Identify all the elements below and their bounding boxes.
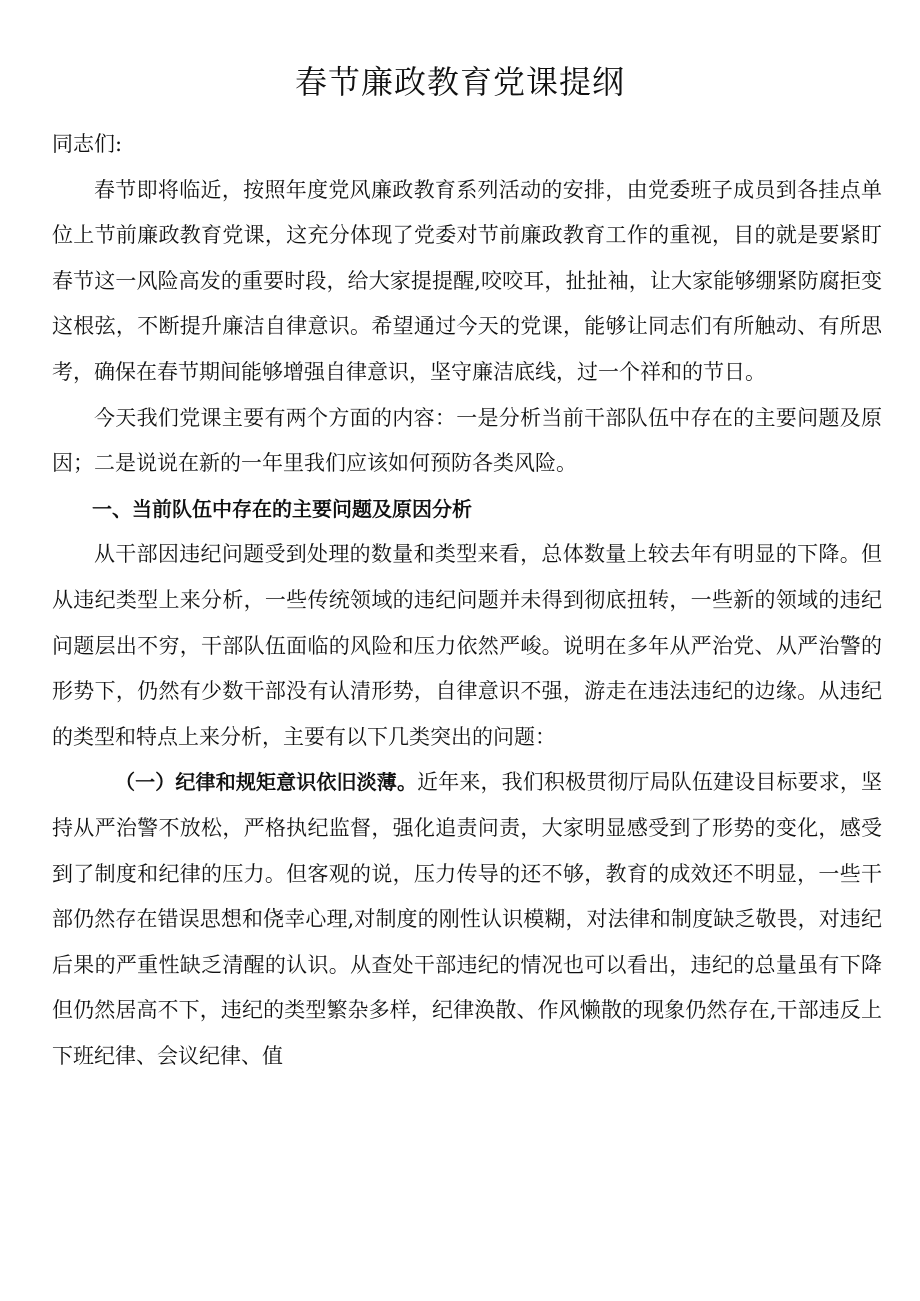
problems-analysis-paragraph: 从干部因违纪问题受到处理的数量和类型来看，总体数量上较去年有明显的下降。但从违纪类型上来分析，一些传统领域的违纪问题并未得到彻底扭转，一些新的领域的违纪问题层出不穷，干部队伍面临的风险和压力依然严峻。说明在多年从严治党、从严治警的形势下，仍然有少数干部没有认清形势，自律意识不强，游走在违法违纪的边缘。从违纪的类型和特点上来分析，主要有以下几类突出的问题： (52, 542, 882, 749)
intro-paragraph: 春节即将临近，按照年度党风廉政教育系列活动的安排，由党委班子成员到各挂点单位上节前廉政教育党课，这充分体现了党委对节前廉政教育工作的重视，目的就是要紧盯春节这一风险高发的重要时段，给大家提提醒,咬咬耳，扯扯袖，让大家能够绷紧防腐拒变这根弦，不断提升廉洁自律意识。希望通过今天的党课，能够让同志们有所触动、有所思考，确保在春节期间能够增强自律意识，坚守廉洁底线，过一个祥和的节日。 (52, 177, 882, 384)
section-heading-problems: 一、当前队伍中存在的主要问题及原因分析 (92, 496, 472, 521)
content-overview-paragraph: 今天我们党课主要有两个方面的内容：一是分析当前干部队伍中存在的主要问题及原因；二是说说在新的一年里我们应该如何预防各类风险。 (52, 405, 882, 476)
greeting-line: 同志们: (52, 132, 123, 156)
subsection-discipline-paragraph (52, 760, 882, 1079)
subsection-discipline-text: 近年来，我们积极贯彻厅局队伍建设目标要求，坚持从严治警不放松，严格执纪监督，强化追责问责，大家明显感受到了形势的变化，感受到了制度和纪律的压力。但客观的说，压力传导的还不够，教育的成效还不明显，一些干部仍然存在错误思想和侥幸心理,对制度的刚性认识模糊，对法律和制度缺乏敬畏，对违纪后果的严重性缺乏清醒的认识。从查处干部违纪的情况也可以看出，违纪的总量虽有下降但仍然居高不下，违纪的类型繁杂多样，纪律涣散、作风懒散的现象仍然存在,干部违反上下班纪律、会议纪律、值 (52, 770, 883, 1068)
document-title: 春节廉政教育党课提纲 (294, 63, 625, 101)
subsection-discipline-lead: （一）纪律和规矩意识依旧淡薄。 (115, 770, 418, 795)
document-body (52, 122, 882, 1079)
